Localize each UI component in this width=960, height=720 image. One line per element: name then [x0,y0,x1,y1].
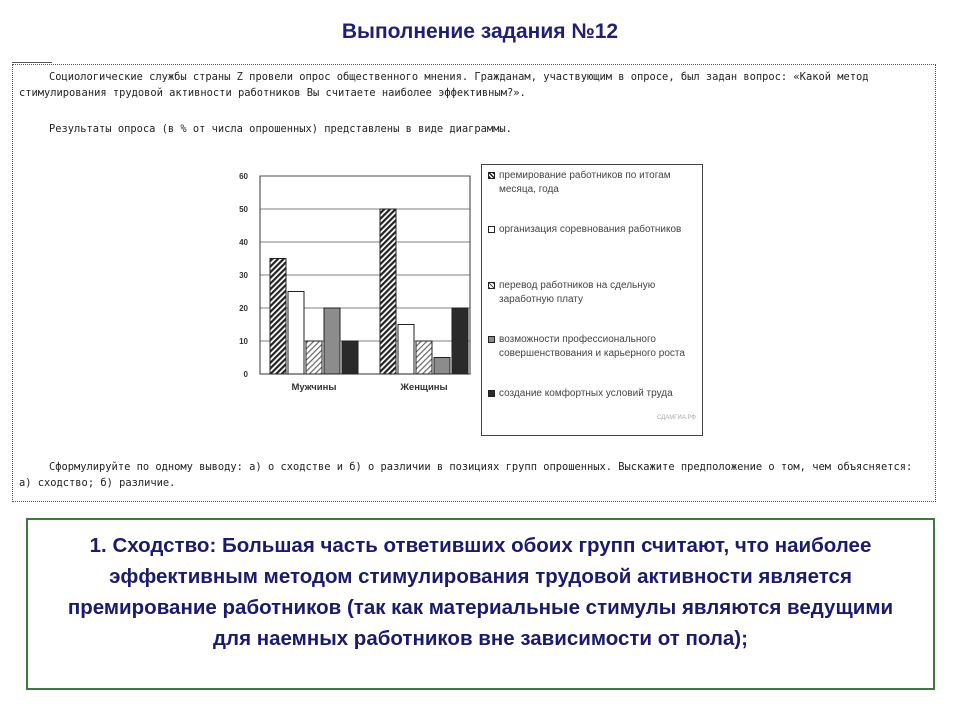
y-tick-label: 30 [239,271,248,280]
bar [416,341,432,374]
task-instruction-text: Сформулируйте по одному выводу: а) о сходстве и б) о различии в позициях групп опрошенных. Выскажите предположение о том, чем объясняется: а) сходство; б) различие. [19,461,913,489]
y-tick-label: 40 [239,238,248,247]
y-tick-label: 60 [239,172,248,181]
legend-label: перевод работников на сдельную заработную плату [499,280,656,305]
top-rule [12,62,52,63]
answer-body: Сходство: Большая часть ответивших обоих групп считают, что наиболее эффективным методом стимулирования трудовой активности является премирование работников (так как материальные стимулы являются ведущими для наемных работников вне зависимости от пола); [67,534,894,650]
task-instruction [19,459,931,491]
answer-text [28,520,933,654]
task-question [19,69,931,101]
legend-label: возможности профессионального совершенствования и карьерного роста [499,334,685,359]
x-tick-label: Мужчины [291,382,337,393]
bar [306,341,322,374]
bar [380,209,396,374]
task-results-note: Результаты опроса (в % от числа опрошенных) представлены в виде диаграммы. [49,123,512,135]
bar [434,358,450,375]
legend-label: премирование работников по итогам месяца, года [499,170,671,195]
y-tick-label: 0 [243,370,248,379]
answer-box [26,518,935,690]
bar [342,341,358,374]
bar [398,325,414,375]
legend-swatch [488,282,495,289]
slide-title: Выполнение задания №12 [341,20,619,43]
legend-label: организация соревнования работников [499,224,682,235]
bar-chart [200,160,480,410]
legend-swatch [488,390,495,397]
task-question-text: Социологические службы страны Z провели опрос общественного мнения. Гражданам, участвующим в опросе, был задан вопрос: «Какой метод стимулирования трудовой активности работников Вы считаете наиболее эффективным?». [19,71,869,99]
legend-swatch [488,226,495,233]
legend-swatch [488,172,495,179]
bar [452,308,468,374]
y-tick-label: 10 [239,337,248,346]
legend-label: создание комфортных условий труда [499,388,673,399]
x-tick-label: Женщины [400,382,448,393]
watermark: СДАМГИА.РФ [657,415,696,421]
bar [288,292,304,375]
legend-swatch [488,336,495,343]
answer-number: 1. [89,534,107,557]
y-tick-label: 20 [239,304,248,313]
y-tick-label: 50 [239,205,248,214]
bar [324,308,340,374]
bar [270,259,286,375]
chart-legend [481,164,703,436]
